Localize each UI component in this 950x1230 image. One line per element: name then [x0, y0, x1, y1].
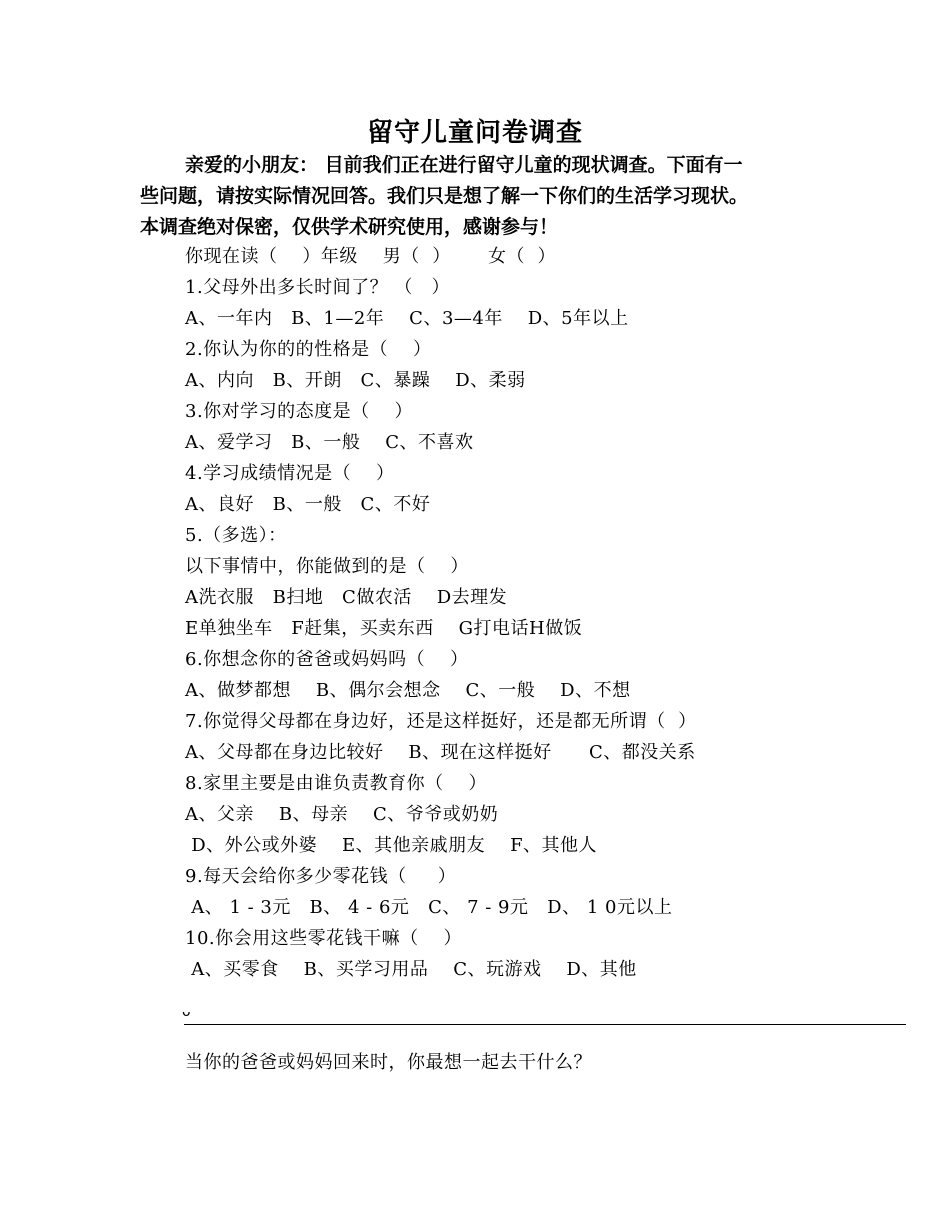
- intro-line-3: 本调查绝对保密，仅供学术研究使用，感谢参与！: [140, 216, 559, 238]
- question-1: 1.父母外出多长时间了？ （ ）: [185, 277, 451, 298]
- options-5-row-1: A洗衣服 B扫地 C做农活 D去理发: [185, 587, 508, 608]
- options-8-row-1: A、父亲 B、母亲 C、爷爷或奶奶: [185, 804, 499, 825]
- options-6: A、做梦都想 B、偶尔会想念 C、一般 D、不想: [185, 680, 631, 701]
- question-9: 9.每天会给你多少零花钱（ ）: [185, 866, 457, 887]
- question-5: 5.（多选）：: [185, 525, 287, 546]
- options-4: A、良好 B、一般 C、不好: [185, 494, 431, 515]
- question-4: 4.学习成绩情况是（ ）: [185, 463, 395, 484]
- options-9: A、 1 - 3元 B、 4 - 6元 C、 7 - 9元 D、 1 0元以上: [185, 897, 673, 918]
- question-7: 7.你觉得父母都在身边好，还是这样挺好，还是都无所谓（ ）: [185, 711, 697, 732]
- options-1: A、一年内 B、1—2年 C、3—4年 D、5年以上: [185, 308, 629, 329]
- question-6: 6.你想念你的爸爸或妈妈吗（ ）: [185, 649, 469, 670]
- question-10: 10.你会用这些零花钱干嘛（ ）: [185, 928, 463, 949]
- options-10: A、买零食 B、买学习用品 C、玩游戏 D、其他: [185, 959, 637, 980]
- question-2: 2.你认为你的的性格是（ ）: [185, 339, 432, 360]
- final-question: 当你的爸爸或妈妈回来时，你最想一起去干什么？: [185, 1052, 592, 1073]
- options-5-row-2: E单独坐车 F赶集，买卖东西 G打电话H做饭: [185, 618, 583, 639]
- options-7: A、父母都在身边比较好 B、现在这样挺好 C、都没关系: [185, 742, 696, 763]
- stray-mark: ᴗ: [182, 1004, 191, 1020]
- options-2: A、内向 B、开朗 C、暴躁 D、柔弱: [185, 370, 526, 391]
- grade-gender-line: 你现在读（ ）年级 男（ ） 女（ ）: [185, 246, 556, 267]
- options-3: A、爱学习 B、一般 C、不喜欢: [185, 432, 474, 453]
- intro-line-2: 些问题，请按实际情况回答。我们只是想了解一下你们的生活学习现状。: [140, 185, 749, 207]
- section-divider: [184, 1024, 906, 1025]
- question-3: 3.你对学习的态度是（ ）: [185, 401, 414, 422]
- question-8: 8.家里主要是由谁负责教育你（ ）: [185, 773, 488, 794]
- intro-line-1: 亲爱的小朋友： 目前我们正在进行留守儿童的现状调查。下面有一: [185, 154, 743, 176]
- page-title: 留守儿童问卷调查: [366, 118, 583, 148]
- question-5-prompt: 以下事情中，你能做到的是（ ）: [185, 556, 469, 577]
- options-8-row-2: D、外公或外婆 E、其他亲戚朋友 F、其他人: [185, 835, 598, 856]
